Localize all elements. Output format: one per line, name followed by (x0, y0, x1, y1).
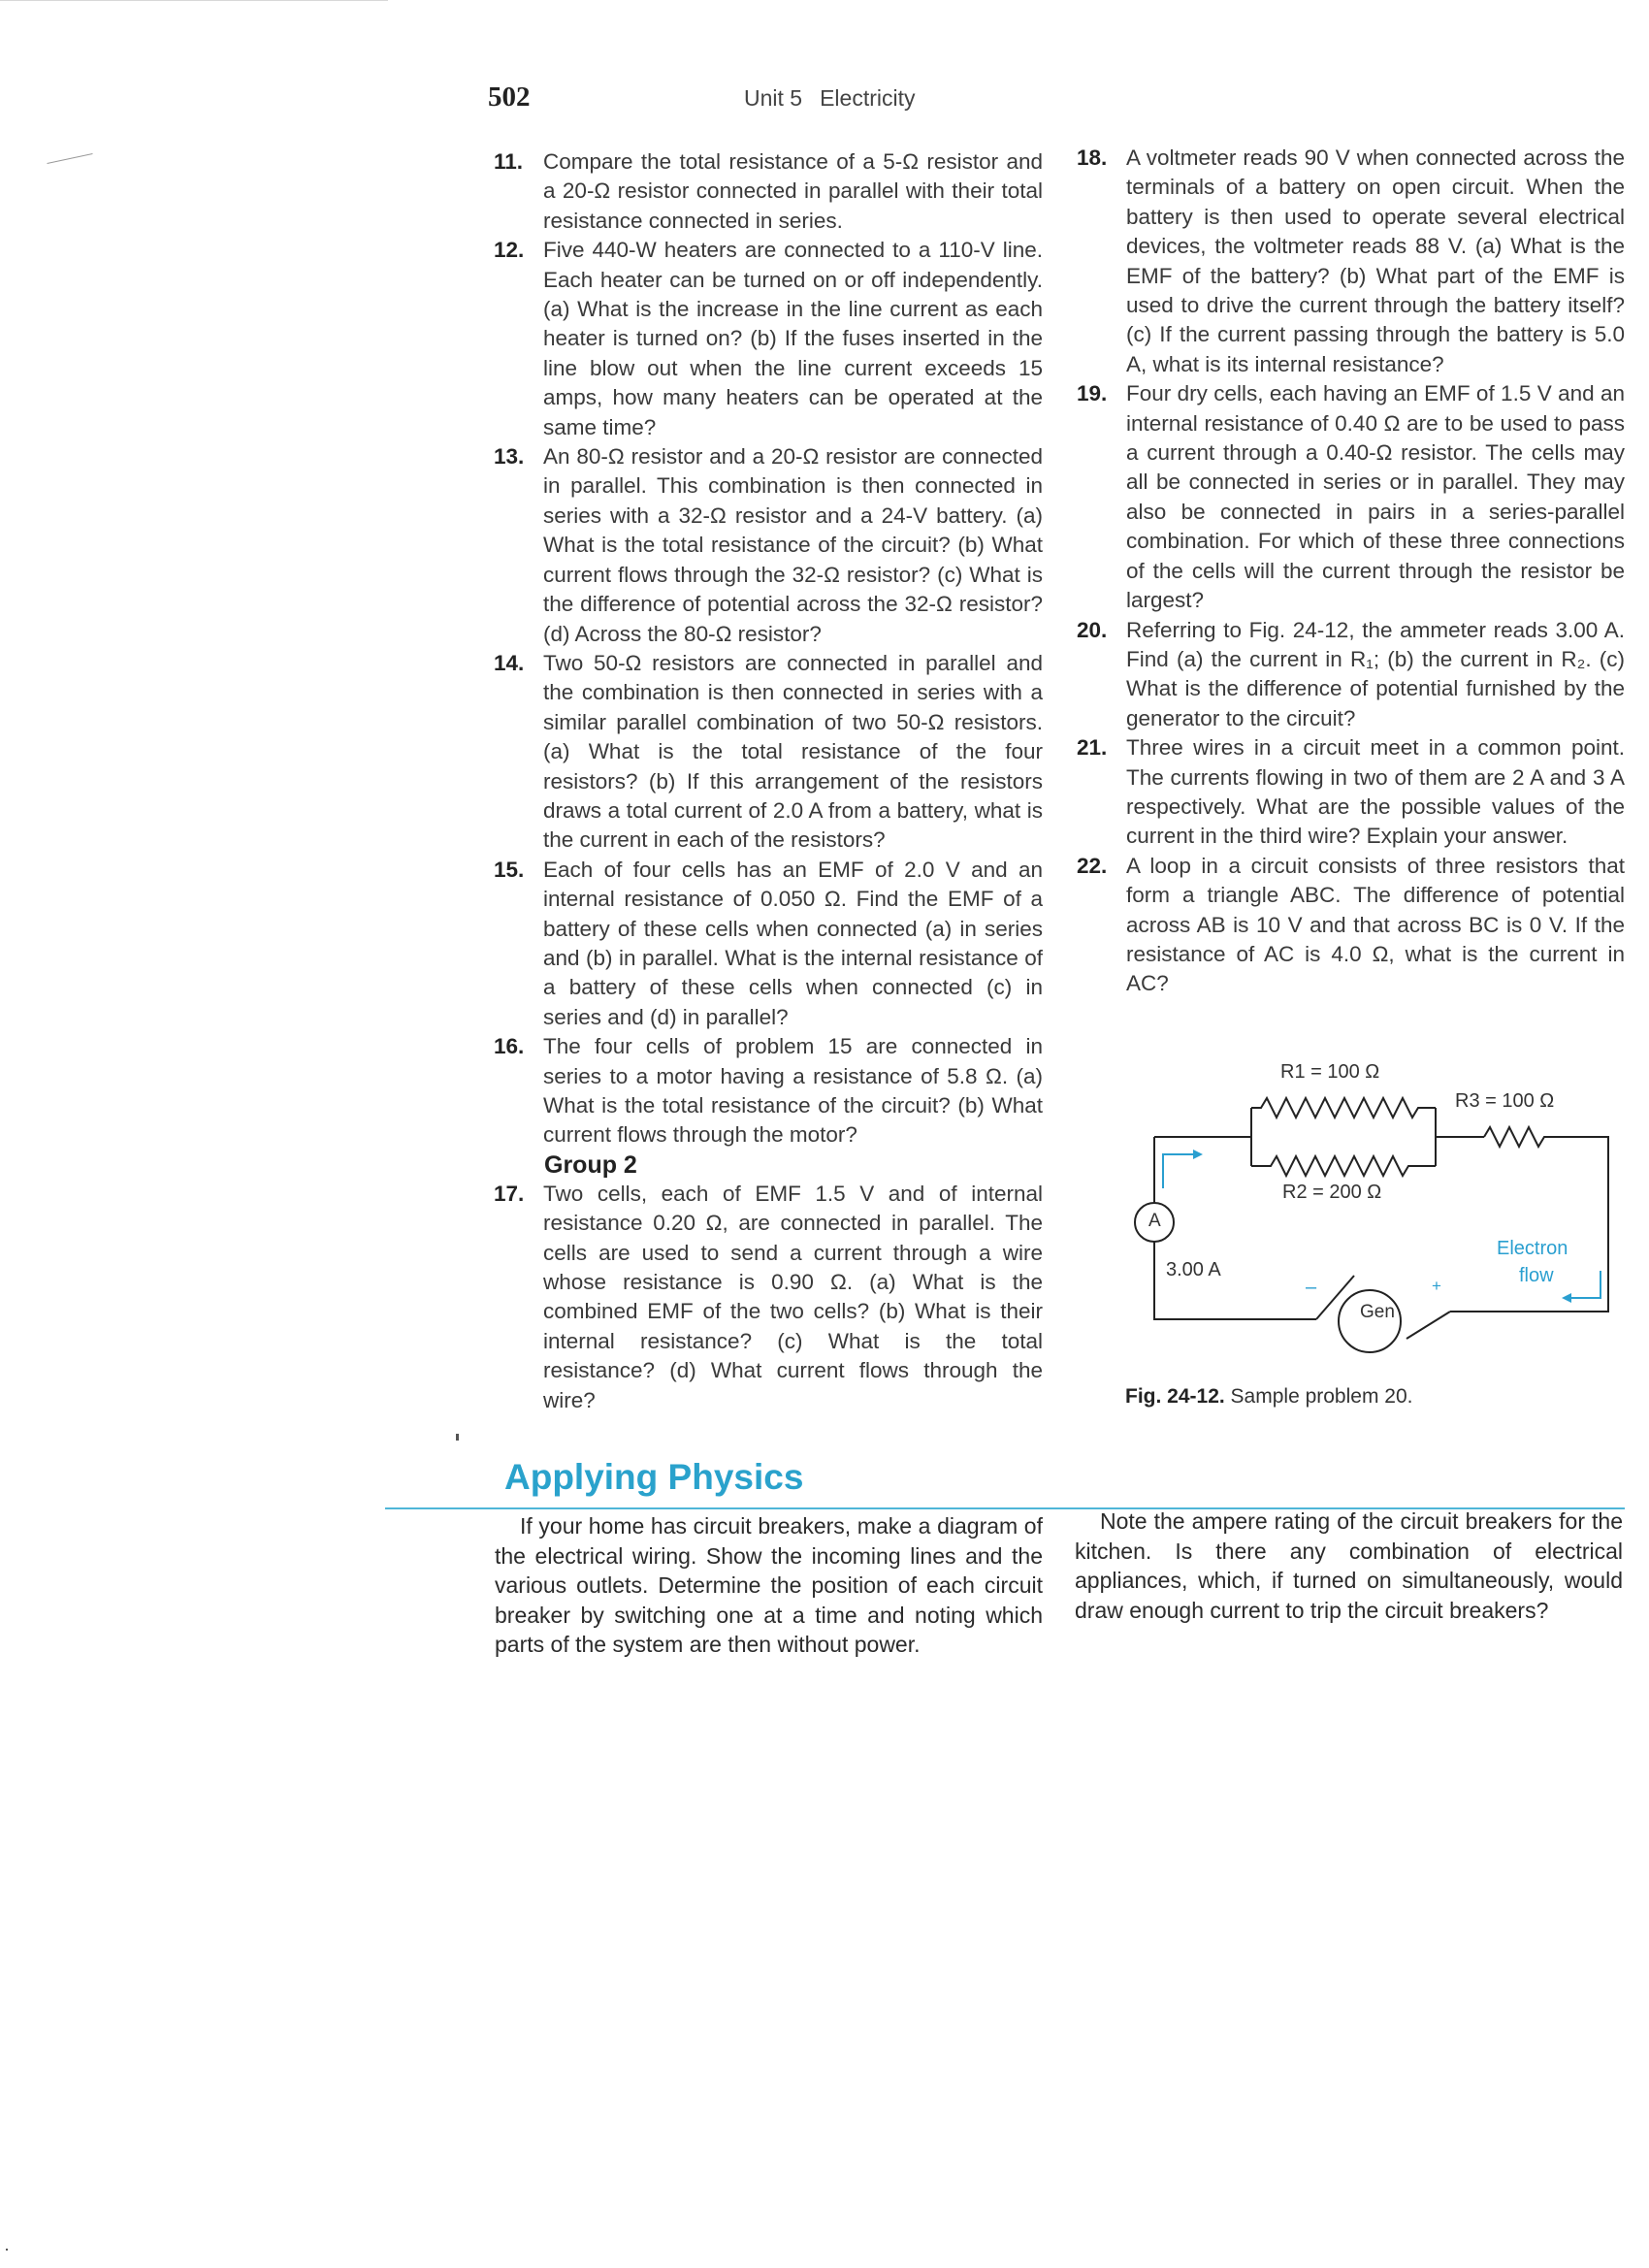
problem-number: 14. (494, 650, 525, 675)
electron-flow-label-line2: flow (1519, 1265, 1554, 1286)
problem-11 (494, 147, 1043, 236)
circuit-diagram (1116, 1048, 1639, 1416)
problem-19 (1077, 379, 1625, 615)
problem-number: 22. (1077, 853, 1108, 878)
running-head (744, 85, 916, 112)
electron-flow-arrow-head (1562, 1293, 1571, 1303)
problem-number: 16. (494, 1034, 525, 1059)
applying-physics-left-paragraph: If your home has circuit breakers, make a diagram of the electrical wiring. Show the incoming lines and the various outlets. Determine the position of each circuit breaker by switching one at a time and noting which parts of the system are then without power. (495, 1513, 1043, 1657)
problem-17 (494, 1180, 1043, 1415)
problem-text: Four dry cells, each having an EMF of 1.5 V and an internal resistance of 0.40 Ω are to be used to pass a current through a 0.40-Ω resistor. The cells may all be connected in series or in parallel. They may also be connected in pairs in a series-parallel combination. For which of these three connections of the cells will the current through the resistor be largest? (1126, 381, 1625, 613)
figure-caption-number: Fig. 24-12. (1125, 1385, 1225, 1408)
r3-label: R3 = 100 Ω (1455, 1090, 1555, 1112)
generator-brush-right (1406, 1312, 1450, 1339)
problem-text: Referring to Fig. 24-12, the ammeter reads 3.00 A. Find (a) the current in R₁; (b) the current in R₂. (c) What is the difference of potential furnished by the generator to the circuit? (1126, 617, 1625, 730)
problem-text: Two 50-Ω resistors are connected in parallel and the combination is then connected in series with a similar parallel combination of two 50-Ω resistors. (a) What is the total resistance of the four resistors? (b) If this arrangement of the resistors draws a total current of 2.0 A from a battery, what is the current in each of the resistors? (543, 650, 1043, 853)
problem-number: 18. (1077, 146, 1108, 170)
plus-sign: + (1432, 1277, 1441, 1295)
running-head-section: Electricity (820, 85, 916, 111)
problem-15 (494, 856, 1043, 1032)
problem-number: 21. (1077, 735, 1108, 761)
r2-label: R2 = 200 Ω (1282, 1182, 1382, 1203)
problem-text: The four cells of problem 15 are connected in series to a motor having a resistance of 5.8 Ω. (a) What is the total resistance of the circuit? (b) What current flows through the motor? (543, 1034, 1043, 1148)
electron-flow-arrow (1571, 1271, 1600, 1298)
left-column (494, 147, 1043, 1415)
scan-speck (6, 2249, 8, 2251)
problem-21 (1077, 733, 1625, 852)
problem-text: Each of four cells has an EMF of 2.0 V and an internal resistance of 0.050 Ω. Find the EMF of a battery of these cells when connected (a) in series and (b) in parallel. What is the internal resistance of a battery of these cells when connected (c) in series and (d) in parallel? (543, 857, 1043, 1029)
problem-number: 17. (494, 1181, 525, 1206)
problem-number: 19. (1077, 381, 1108, 406)
problem-text: Compare the total resistance of a 5-Ω resistor and a 20-Ω resistor connected in parallel with their total resistance connected in series. (543, 149, 1043, 233)
problem-text: Five 440-W heaters are connected to a 110-V line. Each heater can be turned on or off independently. (a) What is the increase in the line current as each heater is turned on? (b) If the fuses inserted in the line blow out when the line current exceeds 15 amps, how many heaters can be operated at the same time? (543, 238, 1043, 439)
group-heading: Group 2 (544, 1150, 637, 1179)
problem-18 (1077, 144, 1625, 379)
problem-20 (1077, 616, 1625, 734)
current-arrow (1163, 1154, 1193, 1188)
resistor-r2 (1251, 1156, 1436, 1176)
problem-text: Two cells, each of EMF 1.5 V and of internal resistance 0.20 Ω, are connected in parallel. The cells are used to send a current through a wire whose resistance is 0.90 Ω. (a) What is the combined EMF of the two cells? (b) What is their internal resistance? (c) What is the total resistance? (d) What current flows through the wire? (543, 1181, 1043, 1412)
applying-physics-heading: Applying Physics (504, 1457, 804, 1497)
problem-text: A loop in a circuit consists of three resistors that form a triangle ABC. The difference of potential across AB is 10 V and that across BC is 0 V. If the resistance of AC is 4.0 Ω, what is the current in AC? (1126, 853, 1625, 996)
problem-number: 12. (494, 238, 525, 263)
minus-sign: – (1306, 1277, 1317, 1298)
ammeter-reading: 3.00 A (1166, 1259, 1221, 1280)
problem-22 (1077, 852, 1625, 999)
problem-number: 20. (1077, 617, 1108, 642)
scan-edge-line (0, 0, 388, 1)
scan-mark (47, 153, 92, 164)
applying-physics-right-paragraph: Note the ampere rating of the circuit breakers for the kitchen. Is there any combination of electrical appliances, which, if turned on simultaneously, would draw enough current to trip the circuit breakers? (1075, 1508, 1623, 1623)
ammeter-label: A (1148, 1211, 1161, 1231)
problem-text: A voltmeter reads 90 V when connected across the terminals of a battery on open circuit. When the battery is then used to operate several electrical devices, the voltmeter reads 88 V. (a) What is the EMF of the battery? (b) What part of the EMF is used to drive the current through the battery itself? (c) If the current passing through the battery is 5.0 A, what is its internal resistance? (1126, 146, 1625, 376)
scan-speck (456, 1434, 459, 1441)
problem-number: 11. (494, 149, 524, 174)
problem-14 (494, 649, 1043, 856)
current-arrow-head (1193, 1150, 1203, 1159)
problem-number: 13. (494, 444, 525, 470)
running-head-unit: Unit 5 (744, 85, 803, 111)
electron-flow-label-line1: Electron (1497, 1238, 1568, 1259)
problem-text: Three wires in a circuit meet in a common point. The currents flowing in two of them are 2 A and 3 A respectively. What are the possible values of the current in the third wire? Explain your answer. (1126, 735, 1625, 849)
resistor-r1 (1251, 1098, 1436, 1118)
page-number: 502 (488, 81, 531, 113)
r1-label: R1 = 100 Ω (1280, 1061, 1380, 1083)
figure-caption-text: Sample problem 20. (1230, 1385, 1413, 1408)
problem-13 (494, 442, 1043, 649)
generator-label: Gen (1360, 1302, 1395, 1322)
problem-16 (494, 1032, 1043, 1150)
right-column (1077, 144, 1625, 999)
figure-caption (1125, 1385, 1412, 1409)
problem-text: An 80-Ω resistor and a 20-Ω resistor are connected in parallel. This combination is then connected in series with a 32-Ω resistor and a 24-V battery. (a) What is the total resistance of the circuit? (b) What current flows through the 32-Ω resistor? (c) What is the difference of potential across the 32-Ω resistor? (d) Across the 80-Ω resistor? (543, 444, 1043, 646)
problem-number: 15. (494, 857, 525, 882)
circuit-figure (1116, 1048, 1639, 1416)
problem-12 (494, 236, 1043, 442)
